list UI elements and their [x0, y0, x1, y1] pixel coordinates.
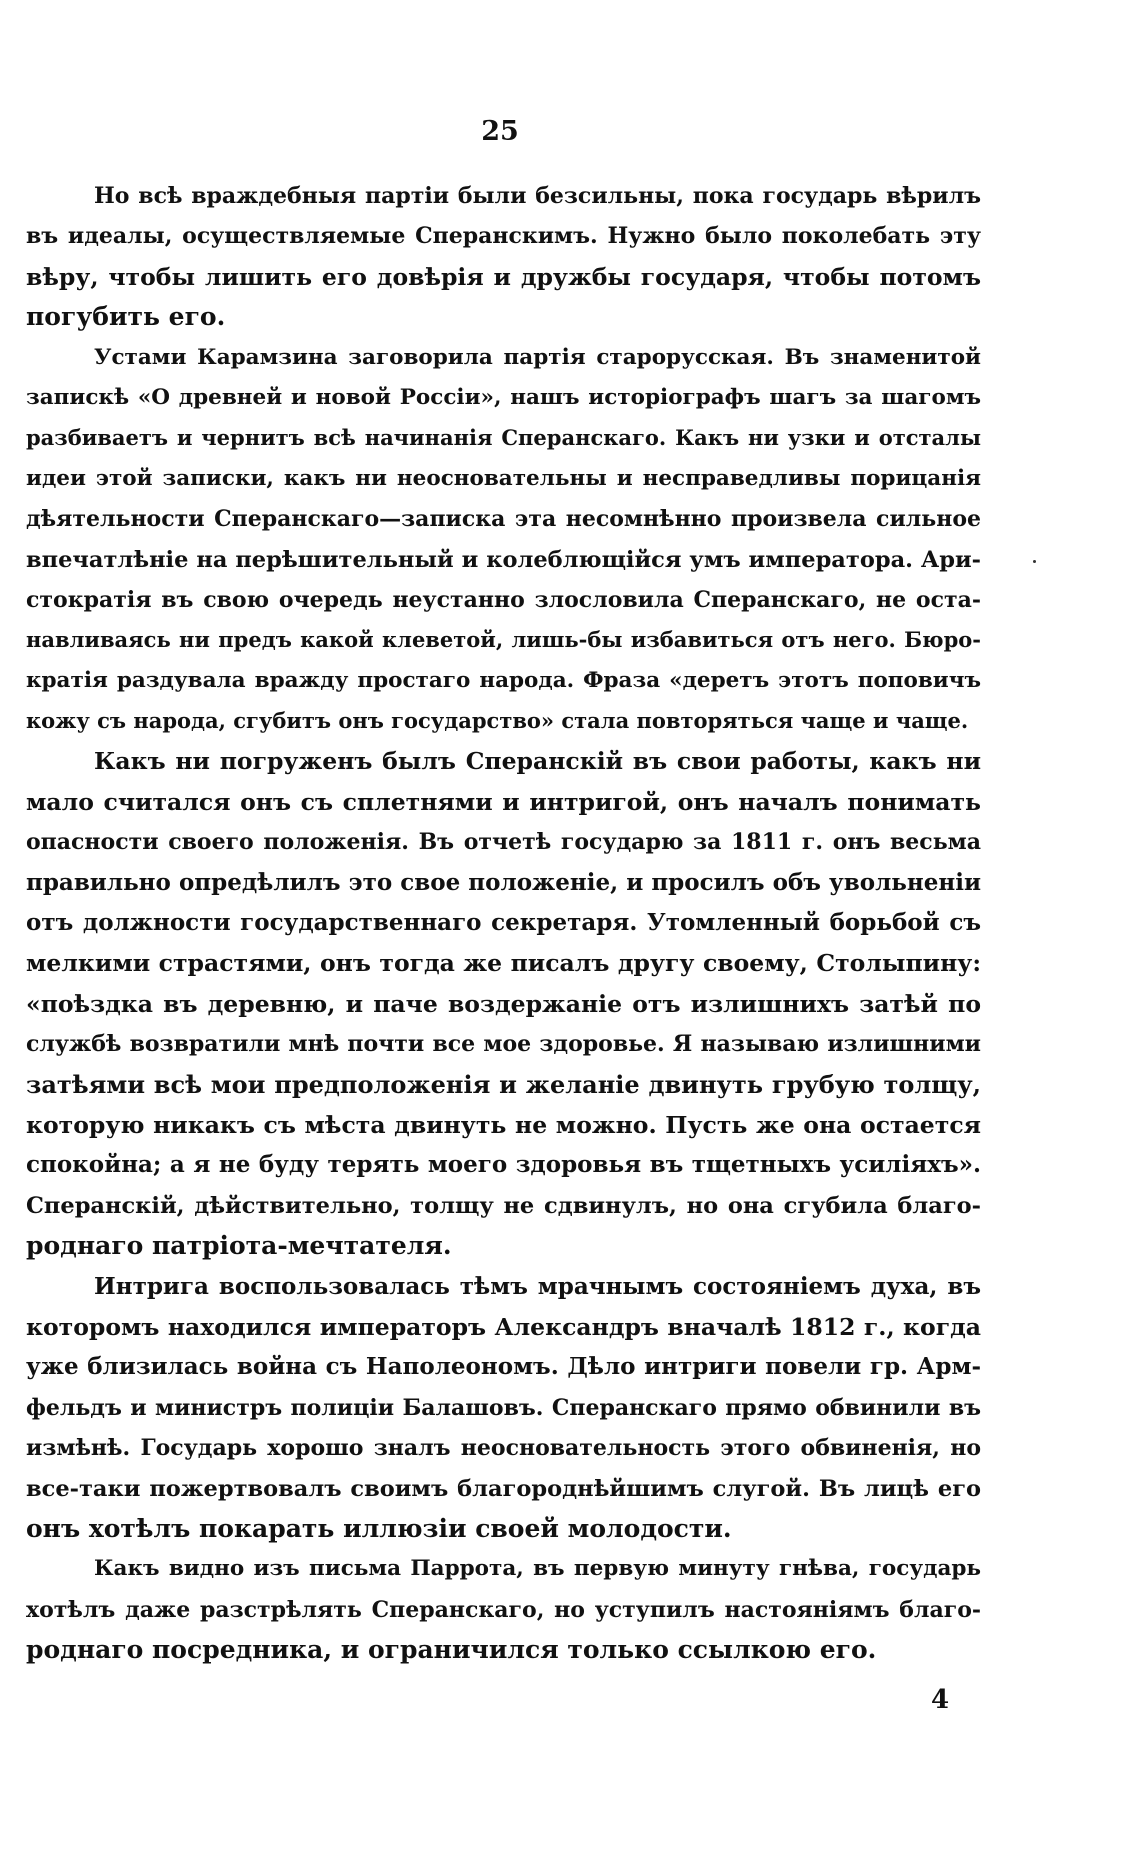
- text-line: «поѣздка въ деревню, и паче воздержаніе отъ излишнихъ затѣй по: [26, 989, 981, 1018]
- paragraph: [26, 176, 981, 338]
- text-line: запискѣ «О древней и новой Россіи», нашъ исторіографъ шагъ за шагомъ: [26, 384, 981, 410]
- text-line: погубить его.: [26, 302, 226, 332]
- paragraph: [26, 338, 981, 742]
- text-line: въ идеалы, осуществляемые Сперанскимъ. Нужно было поколебать эту: [26, 223, 981, 250]
- text-line: которую никакъ съ мѣста двинуть не можно. Пусть же она остается: [26, 1110, 981, 1139]
- text-line: разбиваетъ и чернитъ всѣ начинанія Сперанскаго. Какъ ни узки и отсталы: [26, 425, 981, 451]
- text-line: затѣями всѣ мои предположенія и желаніе двинуть грубую толщу,: [26, 1069, 981, 1099]
- paragraph: [26, 1267, 981, 1550]
- text-line: Сперанскій, дѣйствительно, толщу не сдвинулъ, но она сгубила благо-: [26, 1192, 981, 1219]
- signature-mark: 4: [931, 1685, 950, 1715]
- text-line: которомъ находился императоръ Александръ вначалѣ 1812 г., когда: [26, 1312, 981, 1341]
- text-line: Какъ видно изъ письма Паррота, въ первую минуту гнѣва, государь: [94, 1556, 981, 1582]
- text-line: роднаго посредника, и ограничился только ссылкою его.: [26, 1635, 877, 1665]
- text-line: навливаясь ни предъ какой клеветой, лишь-бы избавиться отъ него. Бюро-: [26, 627, 981, 653]
- text-line: фельдъ и министръ полиціи Балашовъ. Сперанскаго прямо обвинили въ: [26, 1394, 981, 1421]
- page-number: 25: [481, 116, 519, 147]
- text-line: Какъ ни погруженъ былъ Сперанскій въ свои работы, какъ ни: [94, 747, 981, 776]
- text-line: уже близилась война съ Наполеономъ. Дѣло интриги повели гр. Арм-: [26, 1353, 981, 1381]
- text-line: кратія раздувала вражду простаго народа. Фраза «деретъ этотъ поповичъ: [26, 667, 981, 693]
- text-line: идеи этой записки, какъ ни неосновательны и несправедливы порицанія: [26, 465, 981, 491]
- text-line: хотѣлъ даже разстрѣлять Сперанскаго, но уступилъ настояніямъ благо-: [26, 1596, 981, 1623]
- text-line: стократія въ свою очередь неустанно злословила Сперанскаго, не оста-: [26, 586, 981, 613]
- text-line: онъ хотѣлъ покарать иллюзіи своей молодости.: [26, 1513, 732, 1543]
- text-line: кожу съ народа, сгубитъ онъ государство» стала повторяться чаще и чаще.: [26, 708, 969, 734]
- text-line: роднаго патріота-мечтателя.: [26, 1231, 452, 1261]
- text-line: Но всѣ враждебныя партіи были безсильны, пока государь вѣрилъ: [94, 183, 981, 209]
- paragraph: [26, 741, 981, 1266]
- paragraph: [26, 1549, 981, 1670]
- text-line: все-таки пожертвовалъ своимъ благороднѣйшимъ слугой. Въ лицѣ его: [26, 1475, 981, 1502]
- text-line: Устами Карамзина заговорила партія старорусская. Въ знаменитой: [94, 344, 981, 370]
- text-line: мелкими страстями, онъ тогда же писалъ другу своему, Столыпину:: [26, 949, 981, 978]
- text-line: правильно опредѣлилъ это свое положеніе, и просилъ объ увольненіи: [26, 868, 981, 896]
- text-line: спокойна; а я не буду терять моего здоровья въ тщетныхъ усиліяхъ».: [26, 1151, 981, 1179]
- text-line: отъ должности государственнаго секретаря. Утомленный борьбой съ: [26, 909, 981, 937]
- text-line: дѣятельности Сперанскаго—записка эта несомнѣнно произвела сильное: [26, 506, 981, 533]
- text-line: измѣнѣ. Государь хорошо зналъ неосновательность этого обвиненія, но: [26, 1435, 981, 1462]
- body-text: [26, 176, 981, 1670]
- text-line: вѣру, чтобы лишить его довѣрія и дружбы государя, чтобы потомъ: [26, 262, 981, 291]
- text-line: Интрига воспользовалась тѣмъ мрачнымъ состояніемъ духа, въ: [94, 1272, 981, 1300]
- text-line: службѣ возвратили мнѣ почти все мое здоровье. Я называю излишними: [26, 1031, 981, 1058]
- text-line: мало считался онъ съ сплетнями и интригой, онъ началъ понимать: [26, 787, 981, 816]
- margin-dot: [1033, 560, 1036, 563]
- text-line: впечатлѣніе на перѣшительный и колеблющійся умъ императора. Ари-: [26, 546, 981, 573]
- text-line: опасности своего положенія. Въ отчетѣ государю за 1811 г. онъ весьма: [26, 829, 981, 856]
